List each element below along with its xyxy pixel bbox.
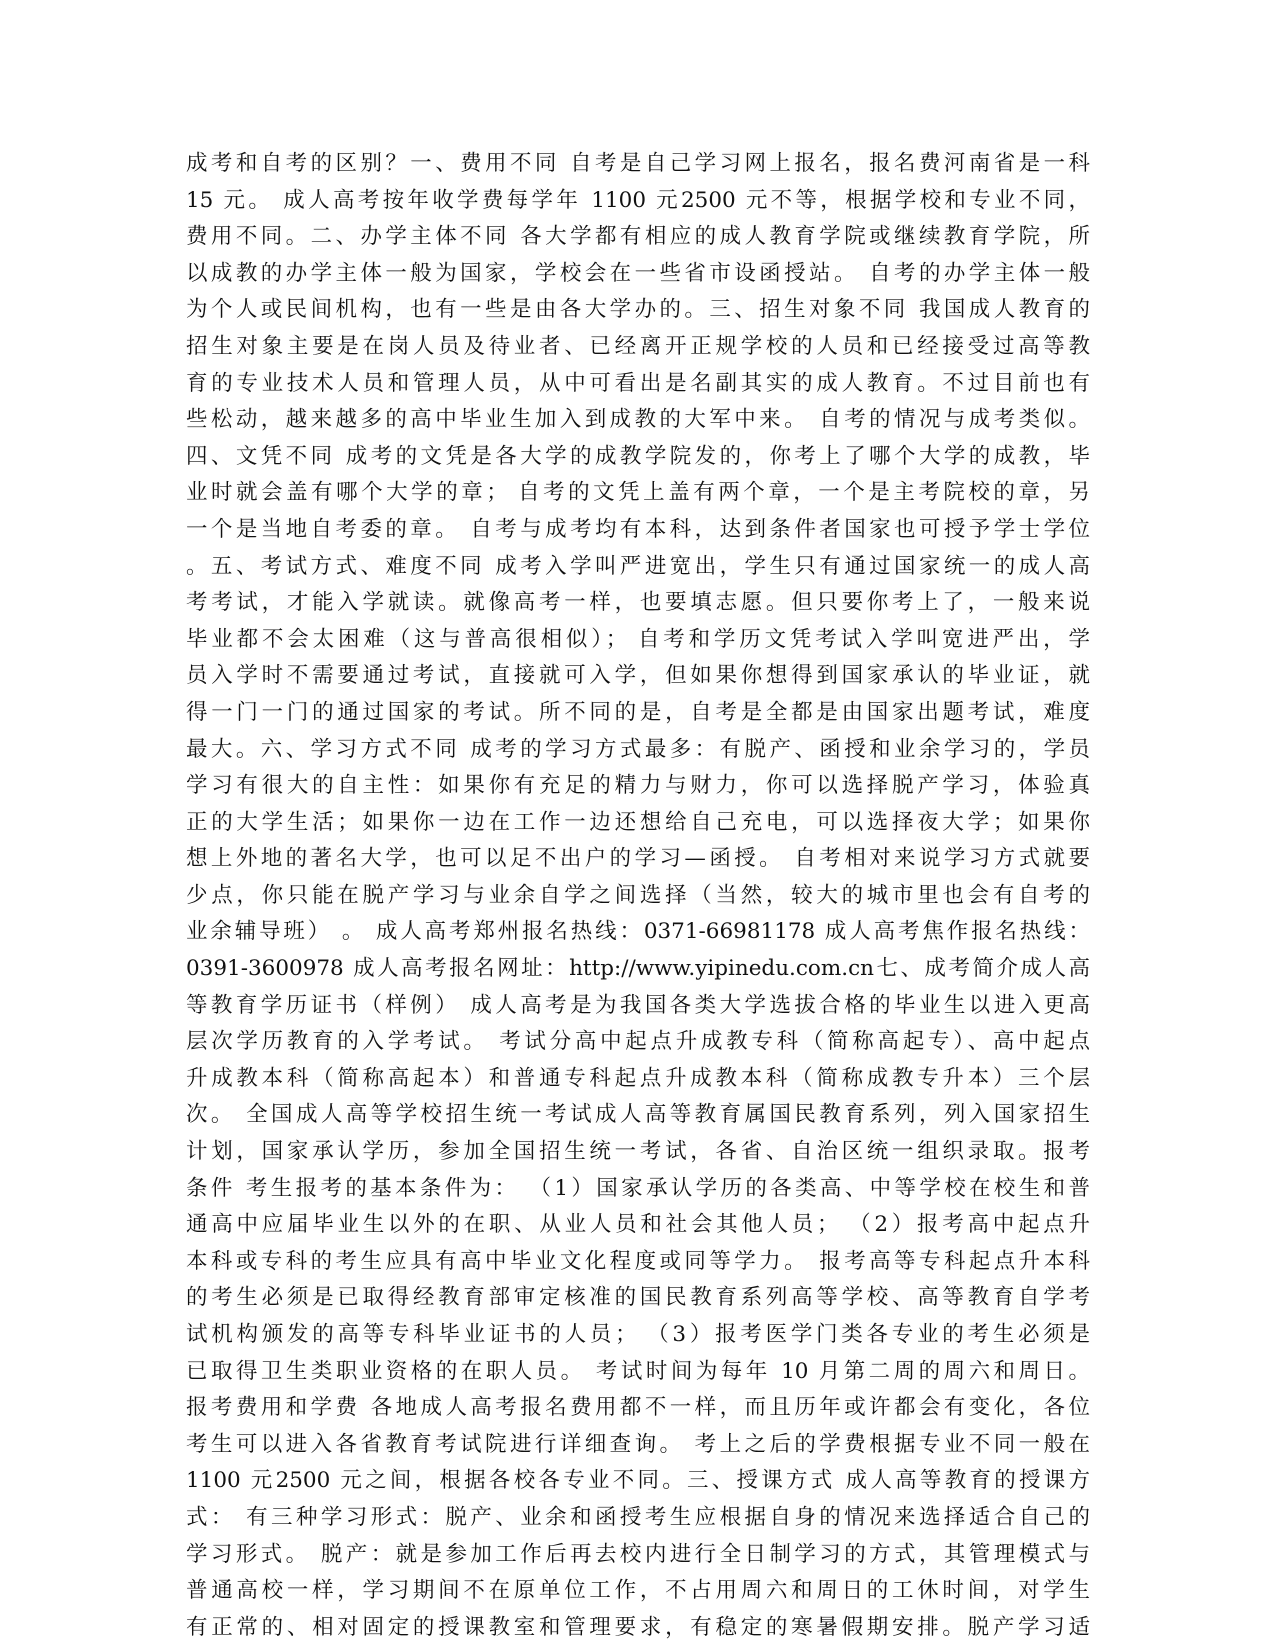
text-line: 四、文凭不同 成考的文凭是各大学的成教学院发的，你考上了哪个大学的成教，毕 bbox=[186, 443, 1090, 469]
text-line: 些松动，越来越多的高中毕业生加入到成教的大军中来。 自考的情况与成考类似。 bbox=[186, 407, 1090, 433]
text-line: 成考和自考的区别？一、费用不同 自考是自己学习网上报名，报名费河南省是一科 bbox=[186, 151, 1090, 176]
text-line: 学习有很大的自主性：如果你有充足的精力与财力，你可以选择脱产学习，体验真 bbox=[186, 773, 1090, 799]
body-text bbox=[186, 146, 1090, 1646]
text-line: 最大。六、学习方式不同 成考的学习方式最多：有脱产、函授和业余学习的，学员 bbox=[186, 736, 1090, 762]
text-line: 考考试，才能入学就读。就像高考一样，也要填志愿。但只要你考上了，一般来说 bbox=[186, 590, 1090, 616]
text-line: 等教育学历证书（样例） 成人高考是为我国各类大学选拔合格的毕业生以进入更高 bbox=[186, 992, 1090, 1018]
text-line: 有正常的、相对固定的授课教室和管理要求，有稳定的寒暑假期安排。脱产学习适 bbox=[186, 1614, 1090, 1640]
text-line: 员入学时不需要通过考试，直接就可入学，但如果你想得到国家承认的毕业证，就 bbox=[186, 663, 1090, 689]
text-line: 学习形式。 脱产：就是参加工作后再去校内进行全日制学习的方式，其管理模式与 bbox=[186, 1541, 1090, 1567]
text-line: 1100 元2500 元之间，根据各校各专业不同。三、授课方式 成人高等教育的授课方 bbox=[186, 1468, 1090, 1494]
text-line: 报考费用和学费 各地成人高考报名费用都不一样，而且历年或许都会有变化，各位 bbox=[186, 1395, 1090, 1421]
text-line: 。五、考试方式、难度不同 成考入学叫严进宽出，学生只有通过国家统一的成人高 bbox=[186, 553, 1090, 579]
text-line: 通高中应届毕业生以外的在职、从业人员和社会其他人员； （2）报考高中起点升 bbox=[186, 1212, 1090, 1238]
text-line: 正的大学生活；如果你一边在工作一边还想给自己充电，可以选择夜大学；如果你 bbox=[186, 809, 1090, 835]
text-line: 考生可以进入各省教育考试院进行详细查询。 考上之后的学费根据专业不同一般在 bbox=[186, 1431, 1090, 1457]
text-line: 的考生必须是已取得经教育部审定核准的国民教育系列高等学校、高等教育自学考 bbox=[186, 1285, 1090, 1311]
text-line: 15 元。 成人高考按年收学费每学年 1100 元2500 元不等，根据学校和专业不同， bbox=[186, 187, 1090, 213]
text-line: 业时就会盖有哪个大学的章； 自考的文凭上盖有两个章，一个是主考院校的章，另 bbox=[186, 480, 1090, 506]
text-line: 普通高校一样，学习期间不在原单位工作，不占用周六和周日的工休时间，对学生 bbox=[186, 1578, 1090, 1604]
text-line: 育的专业技术人员和管理人员，从中可看出是名副其实的成人教育。不过目前也有 bbox=[186, 370, 1090, 396]
text-line: 层次学历教育的入学考试。 考试分高中起点升成教专科（简称高起专）、高中起点 bbox=[186, 1029, 1090, 1055]
text-line: 条件 考生报考的基本条件为： （1）国家承认学历的各类高、中等学校在校生和普 bbox=[186, 1175, 1090, 1201]
text-line: 本科或专科的考生应具有高中毕业文化程度或同等学力。 报考高等专科起点升本科 bbox=[186, 1248, 1090, 1274]
text-line: 以成教的办学主体一般为国家，学校会在一些省市设函授站。 自考的办学主体一般 bbox=[186, 260, 1090, 286]
text-line: 升成教本科（简称高起本）和普通专科起点升成教本科（简称成教专升本）三个层 bbox=[186, 1065, 1090, 1091]
text-line: 得一门一门的通过国家的考试。所不同的是，自考是全都是由国家出题考试，难度 bbox=[186, 699, 1090, 725]
text-line: 计划，国家承认学历，参加全国招生统一考试，各省、自治区统一组织录取。报考 bbox=[186, 1139, 1090, 1165]
text-line: 招生对象主要是在岗人员及待业者、已经离开正规学校的人员和已经接受过高等教 bbox=[186, 333, 1090, 359]
text-line: 为个人或民间机构，也有一些是由各大学办的。三、招生对象不同 我国成人教育的 bbox=[186, 297, 1090, 323]
text-line: 业余辅导班） 。 成人高考郑州报名热线：0371-66981178 成人高考焦作报名热线： bbox=[186, 919, 1090, 945]
text-line: 毕业都不会太困难（这与普高很相似）； 自考和学历文凭考试入学叫宽进严出，学 bbox=[186, 626, 1090, 652]
text-line: 0391-3600978 成人高考报名网址：http://www.yipinedu.com.cn七、成考简介成人高 bbox=[186, 956, 1090, 982]
text-line: 一个是当地自考委的章。 自考与成考均有本科，达到条件者国家也可授予学士学位 bbox=[186, 516, 1090, 542]
text-line: 次。 全国成人高等学校招生统一考试成人高等教育属国民教育系列，列入国家招生 bbox=[186, 1102, 1090, 1128]
text-line: 式： 有三种学习形式：脱产、业余和函授考生应根据自身的情况来选择适合自己的 bbox=[186, 1504, 1090, 1530]
text-line: 试机构颁发的高等专科毕业证书的人员； （3）报考医学门类各专业的考生必须是 bbox=[186, 1322, 1090, 1347]
text-line: 已取得卫生类职业资格的在职人员。 考试时间为每年 10 月第二周的周六和周日。 bbox=[186, 1358, 1090, 1384]
text-line: 想上外地的著名大学，也可以足不出户的学习—函授。 自考相对来说学习方式就要 bbox=[186, 846, 1090, 872]
text-line: 费用不同。二、办学主体不同 各大学都有相应的成人教育学院或继续教育学院，所 bbox=[186, 224, 1090, 250]
text-line: 少点，你只能在脱产学习与业余自学之间选择（当然，较大的城市里也会有自考的 bbox=[186, 882, 1090, 908]
